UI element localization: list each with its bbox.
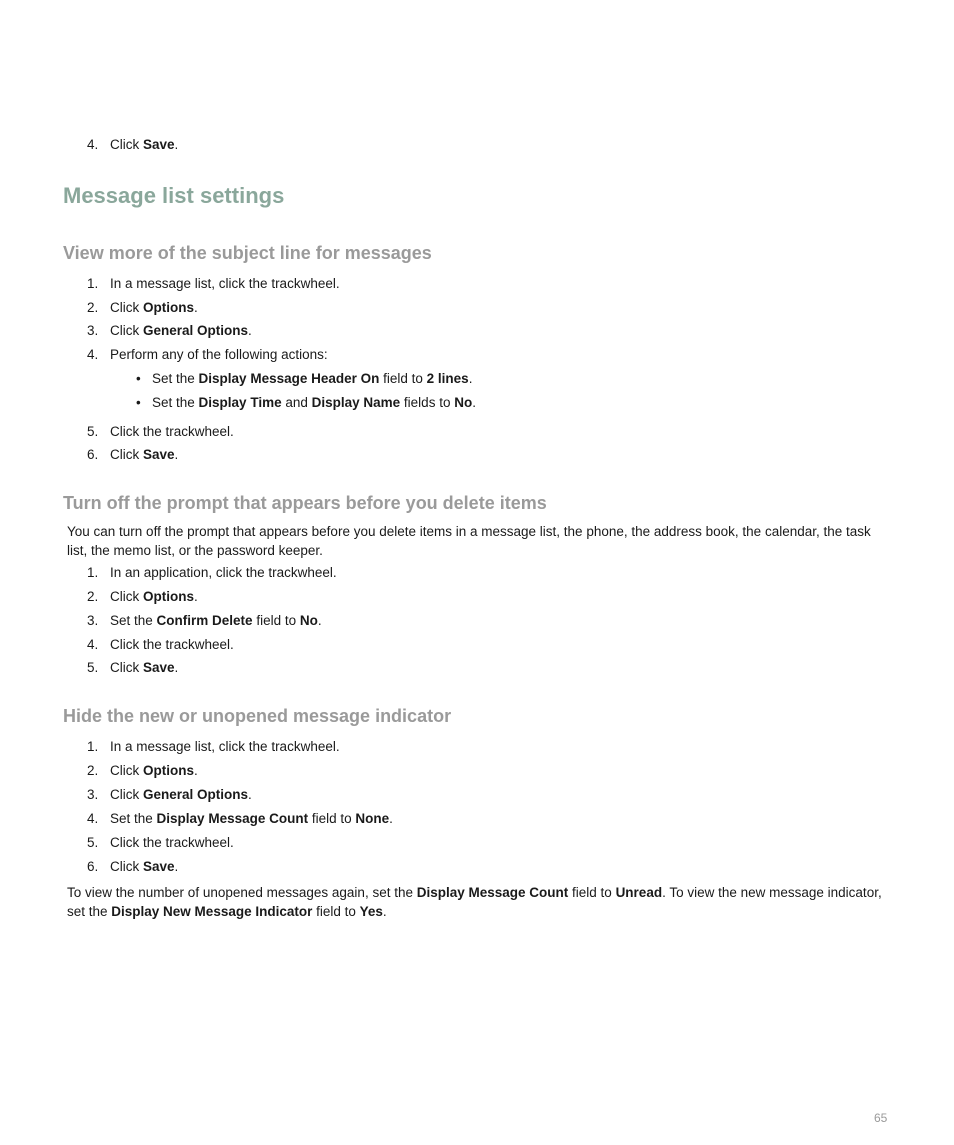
section-heading: Hide the new or unopened message indicator <box>63 706 452 726</box>
note-paragraph: To view the number of unopened messages again, set the Display Message Count field to Unread. To view the new message indicator, set the Display New Message Indicator field to Yes. <box>67 885 882 919</box>
section-heading: View more of the subject line for messages <box>63 243 432 263</box>
section-heading: Turn off the prompt that appears before you delete items <box>63 493 547 513</box>
page-title: Message list settings <box>63 183 285 208</box>
page-number: 65 <box>874 1111 888 1125</box>
section-intro: You can turn off the prompt that appears before you delete items in a message list, the phone, the address book, the calendar, the task list, the memo list, or the password keeper. <box>67 524 871 558</box>
bullet-icon: • <box>136 395 141 410</box>
bullet-icon: • <box>136 371 141 386</box>
